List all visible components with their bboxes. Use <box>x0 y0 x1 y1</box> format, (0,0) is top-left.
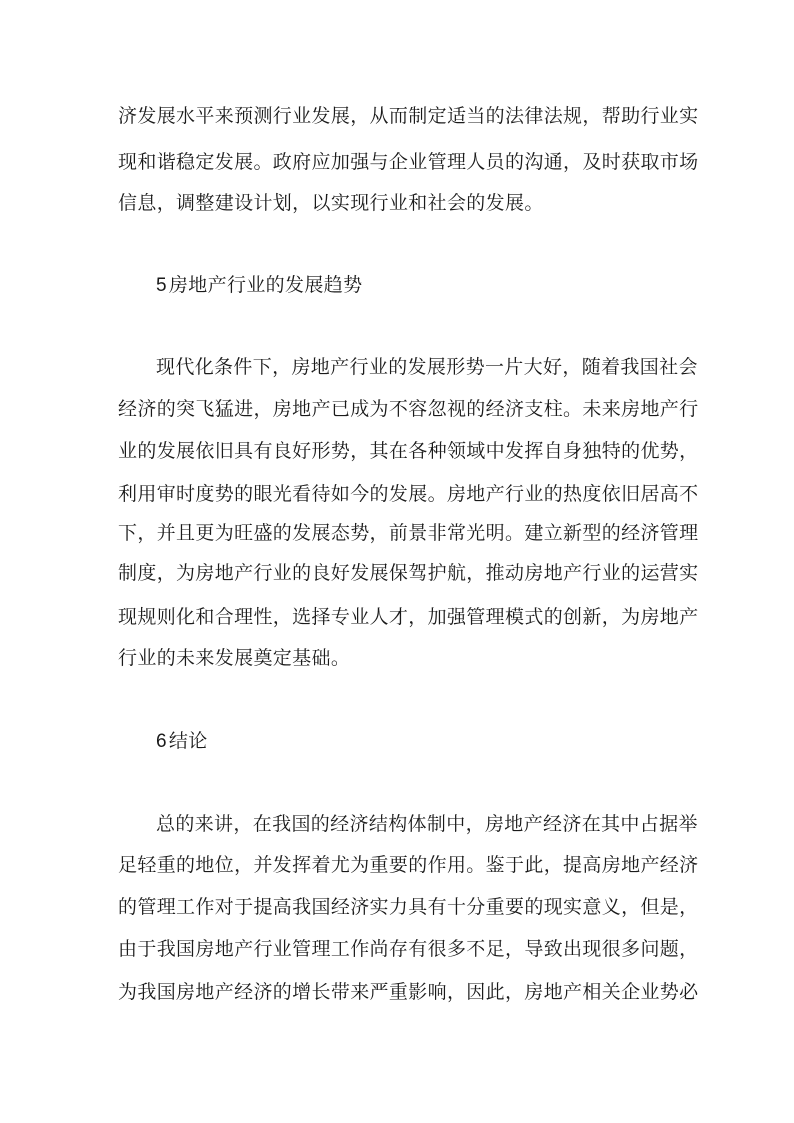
section-title: 结论 <box>168 730 208 752</box>
paragraph-2-line-3: 业的发展依旧具有良好形势，其在各种领域中发挥自身独特的优势， <box>118 440 699 462</box>
section-heading-5 <box>156 273 362 298</box>
paragraph-2-line-2: 经济的突飞猛进，房地产已成为不容忽视的经济支柱。未来房地产行 <box>118 398 699 420</box>
paragraph-1-line-2: 现和谐稳定发展。政府应加强与企业管理人员的沟通，及时获取市场 <box>118 151 699 173</box>
section-number: 5 <box>156 275 167 296</box>
paragraph-1-line-1: 济发展水平来预测行业发展，从而制定适当的法律法规，帮助行业实 <box>118 105 699 127</box>
section-heading-6 <box>156 729 208 754</box>
paragraph-3-line-4: 由于我国房地产行业管理工作尚存有很多不足，导致出现很多问题， <box>118 938 699 960</box>
paragraph-3-line-5: 为我国房地产经济的增长带来严重影响，因此，房地产相关企业势必 <box>118 981 699 1003</box>
paragraph-3-line-1: 总的来讲，在我国的经济结构体制中，房地产经济在其中占据举 <box>156 813 698 835</box>
paragraph-2-line-6: 制度，为房地产行业的良好发展保驾护航，推动房地产行业的运营实 <box>118 562 699 584</box>
paragraph-2-line-7: 现规则化和合理性，选择专业人才，加强管理模式的创新，为房地产 <box>118 606 699 628</box>
paragraph-3-line-2: 足轻重的地位，并发挥着尤为重要的作用。鉴于此，提高房地产经济 <box>118 854 699 876</box>
paragraph-2-line-1: 现代化条件下，房地产行业的发展形势一片大好，随着我国社会 <box>156 356 698 378</box>
section-title: 房地产行业的发展趋势 <box>168 274 363 296</box>
paragraph-2-line-4: 利用审时度势的眼光看待如今的发展。房地产行业的热度依旧居高不 <box>118 483 699 505</box>
paragraph-1-line-3: 信息，调整建设计划，以实现行业和社会的发展。 <box>118 192 544 214</box>
paragraph-2-line-8: 行业的未来发展奠定基础。 <box>118 647 351 669</box>
paragraph-3-line-3: 的管理工作对于提高我国经济实力具有十分重要的现实意义，但是， <box>118 896 699 918</box>
section-number: 6 <box>156 731 167 752</box>
paragraph-2-line-5: 下，并且更为旺盛的发展态势，前景非常光明。建立新型的经济管理 <box>118 522 699 544</box>
